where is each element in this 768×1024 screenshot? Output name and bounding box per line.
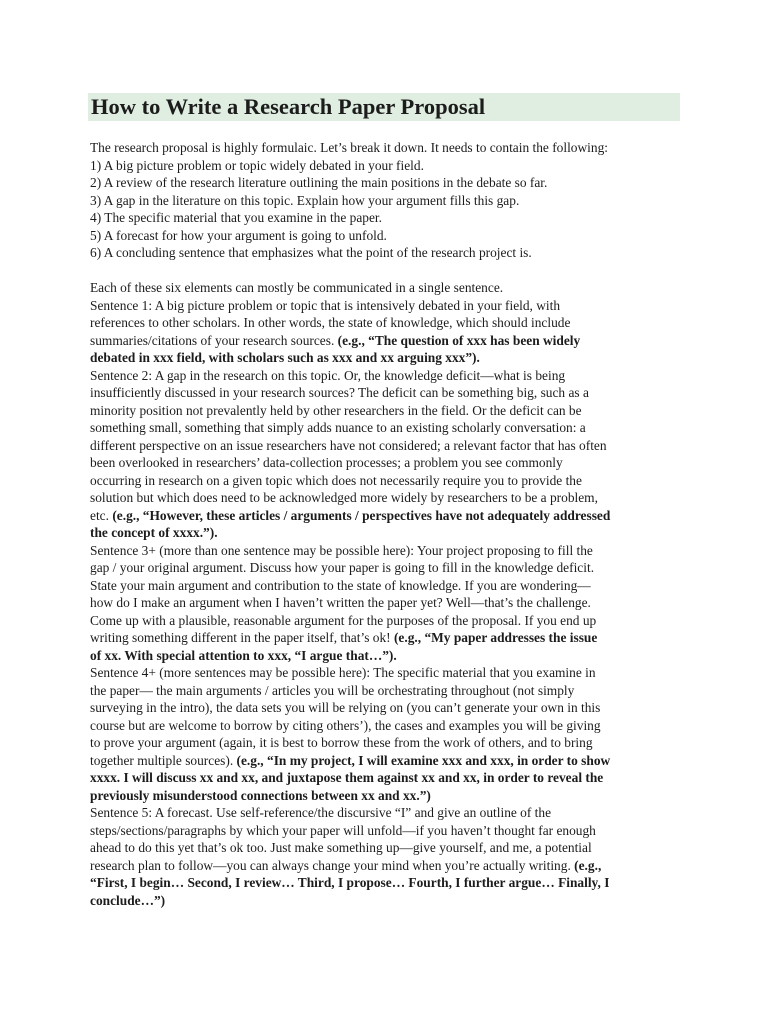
text-segment: Sentence 3+ (more than one sentence may be possible here): Your project proposing to fill the	[90, 542, 593, 558]
text-segment: gap / your original argument. Discuss how your paper is going to fill in the knowledge deficit.	[90, 560, 595, 575]
text-segment: minority position not prevalently held by other researchers in the field. Or the deficit can be	[90, 402, 582, 418]
bold-example-text: of xx. With special attention to xxx, “I argue that…”).	[90, 647, 397, 663]
bold-example-text: (e.g., “However, these articles / arguments / perspectives have not adequately addressed	[112, 507, 611, 523]
text-segment: 3) A gap in the literature on this topic. Explain how your argument fills this gap.	[90, 192, 520, 208]
text-line	[90, 367, 690, 385]
text-segment: Sentence 1: A big picture problem or topic that is intensively debated in your field, with	[90, 297, 561, 313]
text-segment: Come up with a plausible, reasonable argument for the purposes of the proposal. If you end up	[90, 612, 597, 628]
text-line	[90, 612, 690, 630]
text-segment: 6) A concluding sentence that emphasizes what the point of the research project is.	[90, 245, 532, 260]
text-segment: 5) A forecast for how your argument is going to unfold.	[90, 227, 387, 243]
text-line	[90, 454, 690, 472]
text-segment: State your main argument and contribution to the state of knowledge. If you are wondering—	[90, 577, 591, 593]
text-line	[90, 787, 690, 805]
bold-example-text: the concept of xxxx.”).	[90, 525, 218, 540]
text-segment: different perspective on an issue researchers have not considered; a relevant factor that has often	[90, 437, 607, 453]
text-line	[90, 769, 690, 787]
text-line	[90, 542, 690, 560]
text-line	[90, 857, 690, 875]
text-segment: how do I make an argument when I haven’t written the paper yet? Well—that’s the challenge.	[90, 595, 591, 610]
text-segment: occurring in research on a given topic which does not necessarily require you to provide the	[90, 472, 582, 488]
bold-example-text: debated in xxx field, with scholars such as xxx and xx arguing xxx”).	[90, 350, 480, 365]
text-segment: writing something different in the paper itself, that’s ok!	[90, 630, 394, 645]
bold-example-text: (e.g., “In my project, I will examine xxx and xxx, in order to show	[236, 752, 611, 768]
bold-example-text: xxxx. I will discuss xx and xx, and juxtapose them against xx and xx, in order to reveal the	[90, 770, 604, 785]
text-segment: Sentence 5: A forecast. Use self-reference/the discursive “I” and give an outline of the	[90, 805, 552, 820]
text-segment: The research proposal is highly formulaic. Let’s break it down. It needs to contain the following:	[90, 140, 609, 155]
text-line	[90, 559, 690, 577]
text-line	[90, 332, 690, 350]
text-segment: Sentence 2: A gap in the research on this topic. Or, the knowledge deficit—what is being	[90, 367, 566, 383]
bold-example-text: (e.g., “The question of xxx has been widely	[337, 332, 581, 348]
bold-example-text: previously misunderstood connections between xx and xx.”)	[90, 787, 431, 803]
text-line	[90, 349, 690, 367]
text-line	[90, 174, 690, 192]
text-segment: course but are welcome to borrow by citing others’), the cases and examples you will be giving	[90, 717, 601, 733]
bold-example-text: conclude…”)	[90, 892, 166, 908]
text-line	[90, 822, 690, 840]
text-segment: to prove your argument (again, it is best to borrow these from the work of others, and to bring	[90, 735, 593, 750]
text-line	[90, 227, 690, 245]
text-segment: together multiple sources).	[90, 752, 237, 768]
text-segment: research plan to follow—you can always change your mind when you’re actually writing.	[90, 857, 575, 873]
text-line	[90, 244, 690, 262]
text-segment: 1) A big picture problem or topic widely debated in your field.	[90, 157, 424, 173]
text-line	[90, 804, 690, 822]
text-line	[90, 139, 690, 157]
page-title: How to Write a Research Paper Proposal	[91, 94, 486, 119]
text-segment: solution but which does need to be acknowledged more widely by researchers to be a problem,	[90, 490, 598, 505]
text-line	[90, 297, 690, 315]
text-line	[90, 314, 690, 332]
text-segment: something small, something that simply adds nuance to an existing scholarly conversation: a	[90, 420, 586, 435]
text-line	[90, 507, 690, 525]
text-segment: summaries/citations of your research sources.	[90, 332, 338, 348]
text-segment: references to other scholars. In other words, the state of knowledge, which should include	[90, 315, 571, 330]
text-line	[90, 279, 690, 297]
bold-example-text: (e.g.,	[574, 857, 602, 873]
bold-example-text: “First, I begin… Second, I review… Third, I propose… Fourth, I further argue… Finally, I	[90, 875, 610, 890]
text-line	[90, 524, 690, 542]
text-line	[90, 209, 690, 227]
text-line	[90, 752, 690, 770]
text-line	[90, 437, 690, 455]
text-segment: been overlooked in researchers’ data-collection processes; a problem you see commonly	[90, 455, 563, 470]
bold-example-text: (e.g., “My paper addresses the issue	[393, 630, 598, 645]
text-segment: the paper— the main arguments / articles you will be orchestrating throughout (not simply	[90, 682, 575, 698]
text-line	[90, 874, 690, 892]
text-line	[90, 734, 690, 752]
text-line	[90, 577, 690, 595]
text-line	[90, 664, 690, 682]
text-line	[90, 402, 690, 420]
text-segment: etc.	[90, 507, 113, 523]
text-segment: insufficiently discussed in your research sources? The deficit can be something big, such as a	[90, 385, 589, 400]
text-segment: Each of these six elements can mostly be communicated in a single sentence.	[90, 280, 504, 295]
text-line	[90, 472, 690, 490]
text-line	[90, 892, 690, 910]
text-segment: steps/sections/paragraphs by which your paper will unfold—if you haven’t thought far enough	[90, 822, 596, 838]
text-line	[90, 384, 690, 402]
text-segment: surveying in the intro), the data sets you will be relying on (you can’t generate your own in this	[90, 700, 601, 715]
text-line	[90, 717, 690, 735]
text-line	[90, 157, 690, 175]
text-segment: ahead to do this yet that’s ok too. Just make something up—give yourself, and me, a potential	[90, 840, 592, 855]
blank-line	[90, 262, 690, 280]
text-line	[90, 682, 690, 700]
text-line	[90, 647, 690, 665]
text-line	[90, 419, 690, 437]
text-line	[90, 192, 690, 210]
text-line	[90, 629, 690, 647]
text-segment: Sentence 4+ (more sentences may be possible here): The specific material that you examine in	[90, 665, 596, 680]
text-line	[90, 699, 690, 717]
text-line	[90, 489, 690, 507]
document-body	[90, 139, 690, 909]
text-line	[90, 594, 690, 612]
text-segment: 4) The specific material that you examine in the paper.	[90, 210, 383, 225]
text-segment: 2) A review of the research literature outlining the main positions in the debate so far.	[90, 175, 548, 190]
text-line	[90, 839, 690, 857]
